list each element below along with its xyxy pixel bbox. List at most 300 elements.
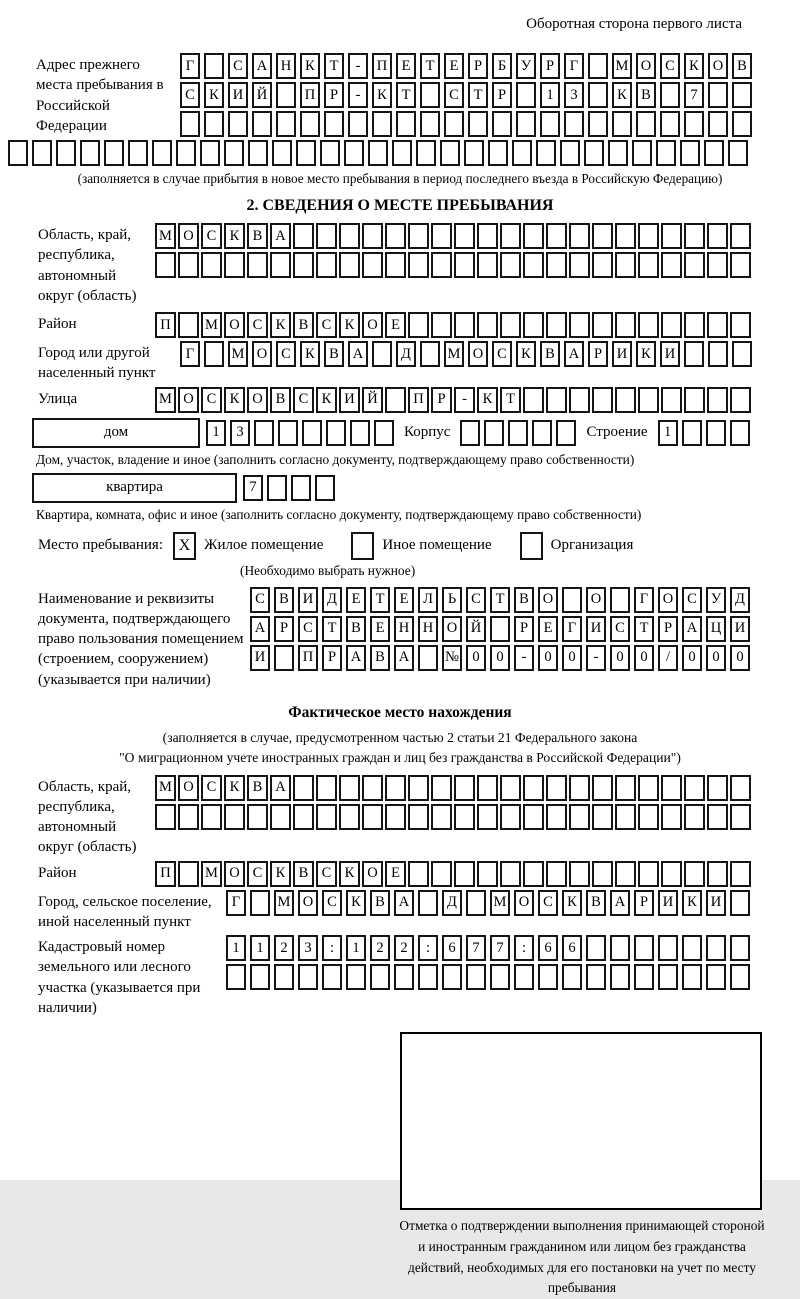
char-cell[interactable]: 6 bbox=[442, 935, 462, 961]
char-cell[interactable] bbox=[270, 804, 291, 830]
char-cell[interactable] bbox=[204, 53, 224, 79]
char-cell[interactable] bbox=[408, 804, 429, 830]
char-cell[interactable] bbox=[562, 587, 582, 613]
char-cell[interactable] bbox=[634, 964, 654, 990]
char-cell[interactable] bbox=[362, 804, 383, 830]
char-cell[interactable] bbox=[569, 252, 590, 278]
checkbox-organization[interactable] bbox=[520, 532, 543, 560]
char-cell[interactable] bbox=[276, 82, 296, 108]
char-cell[interactable] bbox=[248, 140, 268, 166]
char-cell[interactable]: Т bbox=[490, 587, 510, 613]
char-cell[interactable] bbox=[516, 82, 536, 108]
char-cell[interactable] bbox=[315, 475, 335, 501]
char-cell[interactable] bbox=[350, 420, 370, 446]
char-cell[interactable]: С bbox=[298, 616, 318, 642]
checkbox-residential[interactable]: X bbox=[173, 532, 196, 560]
char-cell[interactable]: В bbox=[514, 587, 534, 613]
char-cell[interactable]: К bbox=[339, 861, 360, 887]
char-cell[interactable] bbox=[684, 861, 705, 887]
char-cell[interactable] bbox=[200, 140, 220, 166]
char-cell[interactable]: Г bbox=[634, 587, 654, 613]
char-cell[interactable]: О bbox=[224, 861, 245, 887]
char-cell[interactable]: Т bbox=[322, 616, 342, 642]
char-cell[interactable]: Д bbox=[442, 890, 462, 916]
char-cell[interactable]: М bbox=[444, 341, 464, 367]
char-cell[interactable]: 2 bbox=[370, 935, 390, 961]
char-cell[interactable] bbox=[368, 140, 388, 166]
char-cell[interactable]: К bbox=[300, 341, 320, 367]
char-cell[interactable]: Р bbox=[588, 341, 608, 367]
char-cell[interactable] bbox=[372, 341, 392, 367]
char-cell[interactable]: 1 bbox=[250, 935, 270, 961]
char-cell[interactable] bbox=[316, 804, 337, 830]
char-cell[interactable] bbox=[584, 140, 604, 166]
char-cell[interactable] bbox=[656, 140, 676, 166]
char-cell[interactable]: А bbox=[250, 616, 270, 642]
char-cell[interactable]: Р bbox=[514, 616, 534, 642]
char-cell[interactable] bbox=[274, 645, 294, 671]
char-cell[interactable]: Н bbox=[276, 53, 296, 79]
char-cell[interactable]: К bbox=[204, 82, 224, 108]
char-cell[interactable]: 6 bbox=[538, 935, 558, 961]
char-cell[interactable] bbox=[556, 420, 576, 446]
char-cell[interactable] bbox=[385, 223, 406, 249]
char-cell[interactable] bbox=[276, 111, 296, 137]
char-cell[interactable]: С bbox=[201, 223, 222, 249]
char-cell[interactable] bbox=[730, 223, 751, 249]
char-cell[interactable]: Н bbox=[394, 616, 414, 642]
char-cell[interactable]: 7 bbox=[490, 935, 510, 961]
char-cell[interactable]: С bbox=[201, 775, 222, 801]
char-cell[interactable] bbox=[523, 861, 544, 887]
char-cell[interactable] bbox=[661, 775, 682, 801]
char-cell[interactable] bbox=[592, 387, 613, 413]
char-cell[interactable] bbox=[178, 861, 199, 887]
char-cell[interactable]: 3 bbox=[564, 82, 584, 108]
char-cell[interactable]: И bbox=[228, 82, 248, 108]
char-cell[interactable] bbox=[707, 252, 728, 278]
char-cell[interactable]: В bbox=[270, 387, 291, 413]
char-cell[interactable] bbox=[226, 964, 246, 990]
char-cell[interactable]: С bbox=[228, 53, 248, 79]
char-cell[interactable] bbox=[468, 111, 488, 137]
char-cell[interactable] bbox=[394, 964, 414, 990]
char-cell[interactable]: О bbox=[538, 587, 558, 613]
char-cell[interactable] bbox=[180, 111, 200, 137]
char-cell[interactable]: О bbox=[362, 861, 383, 887]
char-cell[interactable]: Й bbox=[252, 82, 272, 108]
char-cell[interactable]: : bbox=[514, 935, 534, 961]
char-cell[interactable] bbox=[514, 964, 534, 990]
char-cell[interactable]: Р bbox=[431, 387, 452, 413]
char-cell[interactable]: А bbox=[682, 616, 702, 642]
char-cell[interactable]: 2 bbox=[394, 935, 414, 961]
char-cell[interactable] bbox=[538, 964, 558, 990]
char-cell[interactable]: К bbox=[562, 890, 582, 916]
char-cell[interactable] bbox=[8, 140, 28, 166]
char-cell[interactable] bbox=[431, 252, 452, 278]
char-cell[interactable] bbox=[658, 935, 678, 961]
char-cell[interactable] bbox=[586, 935, 606, 961]
char-cell[interactable] bbox=[362, 775, 383, 801]
char-cell[interactable]: Т bbox=[324, 53, 344, 79]
char-cell[interactable] bbox=[274, 964, 294, 990]
char-cell[interactable] bbox=[730, 861, 751, 887]
char-cell[interactable] bbox=[339, 804, 360, 830]
char-cell[interactable] bbox=[492, 111, 512, 137]
char-cell[interactable] bbox=[610, 935, 630, 961]
char-cell[interactable] bbox=[270, 252, 291, 278]
char-cell[interactable] bbox=[615, 312, 636, 338]
char-cell[interactable]: К bbox=[612, 82, 632, 108]
char-cell[interactable] bbox=[500, 861, 521, 887]
char-cell[interactable] bbox=[272, 140, 292, 166]
char-cell[interactable] bbox=[516, 111, 536, 137]
char-cell[interactable] bbox=[250, 964, 270, 990]
char-cell[interactable] bbox=[615, 252, 636, 278]
char-cell[interactable]: Т bbox=[420, 53, 440, 79]
char-cell[interactable] bbox=[536, 140, 556, 166]
char-cell[interactable]: 0 bbox=[634, 645, 654, 671]
char-cell[interactable] bbox=[634, 935, 654, 961]
char-cell[interactable]: С bbox=[247, 861, 268, 887]
char-cell[interactable]: С bbox=[466, 587, 486, 613]
char-cell[interactable] bbox=[708, 82, 728, 108]
char-cell[interactable]: У bbox=[516, 53, 536, 79]
char-cell[interactable] bbox=[638, 252, 659, 278]
char-cell[interactable]: 7 bbox=[684, 82, 704, 108]
char-cell[interactable]: К bbox=[224, 387, 245, 413]
char-cell[interactable] bbox=[326, 420, 346, 446]
char-cell[interactable]: К bbox=[300, 53, 320, 79]
char-cell[interactable]: С bbox=[660, 53, 680, 79]
char-cell[interactable] bbox=[320, 140, 340, 166]
char-cell[interactable] bbox=[523, 223, 544, 249]
char-cell[interactable] bbox=[569, 861, 590, 887]
char-cell[interactable]: В bbox=[636, 82, 656, 108]
char-cell[interactable] bbox=[523, 252, 544, 278]
char-cell[interactable] bbox=[431, 312, 452, 338]
char-cell[interactable]: 0 bbox=[538, 645, 558, 671]
char-cell[interactable]: Ц bbox=[706, 616, 726, 642]
char-cell[interactable] bbox=[370, 964, 390, 990]
char-cell[interactable]: Е bbox=[444, 53, 464, 79]
char-cell[interactable] bbox=[204, 341, 224, 367]
char-cell[interactable] bbox=[224, 140, 244, 166]
char-cell[interactable]: С bbox=[322, 890, 342, 916]
char-cell[interactable] bbox=[588, 82, 608, 108]
char-cell[interactable] bbox=[615, 387, 636, 413]
char-cell[interactable]: О bbox=[708, 53, 728, 79]
char-cell[interactable]: М bbox=[201, 312, 222, 338]
char-cell[interactable]: 1 bbox=[540, 82, 560, 108]
char-cell[interactable]: 0 bbox=[610, 645, 630, 671]
char-cell[interactable]: Р bbox=[658, 616, 678, 642]
char-cell[interactable]: № bbox=[442, 645, 462, 671]
char-cell[interactable] bbox=[431, 775, 452, 801]
char-cell[interactable] bbox=[546, 804, 567, 830]
char-cell[interactable] bbox=[569, 775, 590, 801]
char-cell[interactable]: В bbox=[540, 341, 560, 367]
char-cell[interactable] bbox=[267, 475, 287, 501]
char-cell[interactable] bbox=[638, 775, 659, 801]
char-cell[interactable] bbox=[661, 804, 682, 830]
char-cell[interactable] bbox=[500, 312, 521, 338]
char-cell[interactable] bbox=[660, 111, 680, 137]
char-cell[interactable] bbox=[730, 775, 751, 801]
char-cell[interactable] bbox=[324, 111, 344, 137]
char-cell[interactable]: В bbox=[732, 53, 752, 79]
char-cell[interactable] bbox=[706, 935, 726, 961]
char-cell[interactable]: С bbox=[201, 387, 222, 413]
char-cell[interactable] bbox=[660, 82, 680, 108]
char-cell[interactable] bbox=[661, 252, 682, 278]
char-cell[interactable] bbox=[638, 223, 659, 249]
char-cell[interactable]: - bbox=[586, 645, 606, 671]
char-cell[interactable] bbox=[615, 775, 636, 801]
char-cell[interactable]: Г bbox=[226, 890, 246, 916]
char-cell[interactable] bbox=[32, 140, 52, 166]
char-cell[interactable] bbox=[615, 861, 636, 887]
char-cell[interactable]: О bbox=[178, 775, 199, 801]
char-cell[interactable] bbox=[540, 111, 560, 137]
char-cell[interactable] bbox=[431, 804, 452, 830]
char-cell[interactable] bbox=[374, 420, 394, 446]
char-cell[interactable] bbox=[488, 140, 508, 166]
char-cell[interactable] bbox=[302, 420, 322, 446]
char-cell[interactable] bbox=[730, 420, 750, 446]
char-cell[interactable]: К bbox=[270, 861, 291, 887]
char-cell[interactable] bbox=[418, 645, 438, 671]
char-cell[interactable] bbox=[523, 312, 544, 338]
char-cell[interactable] bbox=[638, 804, 659, 830]
char-cell[interactable]: К bbox=[316, 387, 337, 413]
char-cell[interactable] bbox=[684, 111, 704, 137]
char-cell[interactable] bbox=[418, 890, 438, 916]
char-cell[interactable]: С bbox=[492, 341, 512, 367]
char-cell[interactable] bbox=[420, 341, 440, 367]
char-cell[interactable]: М bbox=[612, 53, 632, 79]
char-cell[interactable] bbox=[224, 252, 245, 278]
char-cell[interactable]: Р bbox=[540, 53, 560, 79]
char-cell[interactable]: Г bbox=[562, 616, 582, 642]
char-cell[interactable]: К bbox=[477, 387, 498, 413]
char-cell[interactable]: М bbox=[201, 861, 222, 887]
char-cell[interactable] bbox=[615, 804, 636, 830]
char-cell[interactable] bbox=[684, 252, 705, 278]
char-cell[interactable]: В bbox=[324, 341, 344, 367]
char-cell[interactable]: И bbox=[730, 616, 750, 642]
char-cell[interactable]: К bbox=[372, 82, 392, 108]
char-cell[interactable]: П bbox=[155, 861, 176, 887]
char-cell[interactable] bbox=[684, 312, 705, 338]
char-cell[interactable] bbox=[247, 252, 268, 278]
char-cell[interactable] bbox=[444, 111, 464, 137]
char-cell[interactable] bbox=[523, 775, 544, 801]
char-cell[interactable] bbox=[523, 387, 544, 413]
char-cell[interactable]: 0 bbox=[466, 645, 486, 671]
char-cell[interactable]: Д bbox=[396, 341, 416, 367]
char-cell[interactable]: В bbox=[247, 223, 268, 249]
char-cell[interactable] bbox=[546, 861, 567, 887]
char-cell[interactable] bbox=[80, 140, 100, 166]
char-cell[interactable] bbox=[706, 420, 726, 446]
char-cell[interactable] bbox=[178, 804, 199, 830]
char-cell[interactable] bbox=[707, 775, 728, 801]
char-cell[interactable] bbox=[610, 964, 630, 990]
char-cell[interactable]: Г bbox=[180, 341, 200, 367]
char-cell[interactable]: Р bbox=[274, 616, 294, 642]
char-cell[interactable]: О bbox=[178, 387, 199, 413]
char-cell[interactable]: О bbox=[514, 890, 534, 916]
char-cell[interactable] bbox=[658, 964, 678, 990]
char-cell[interactable] bbox=[396, 111, 416, 137]
char-cell[interactable]: А bbox=[346, 645, 366, 671]
char-cell[interactable] bbox=[128, 140, 148, 166]
char-cell[interactable] bbox=[610, 587, 630, 613]
char-cell[interactable] bbox=[293, 252, 314, 278]
char-cell[interactable]: Й bbox=[362, 387, 383, 413]
char-cell[interactable]: 0 bbox=[490, 645, 510, 671]
char-cell[interactable] bbox=[408, 861, 429, 887]
char-cell[interactable] bbox=[638, 312, 659, 338]
char-cell[interactable] bbox=[348, 111, 368, 137]
char-cell[interactable] bbox=[592, 804, 613, 830]
char-cell[interactable] bbox=[508, 420, 528, 446]
char-cell[interactable] bbox=[588, 111, 608, 137]
char-cell[interactable]: К bbox=[270, 312, 291, 338]
char-cell[interactable]: : bbox=[322, 935, 342, 961]
char-cell[interactable]: Р bbox=[324, 82, 344, 108]
char-cell[interactable] bbox=[296, 140, 316, 166]
char-cell[interactable]: Р bbox=[468, 53, 488, 79]
char-cell[interactable] bbox=[546, 223, 567, 249]
char-cell[interactable]: Т bbox=[396, 82, 416, 108]
char-cell[interactable] bbox=[730, 935, 750, 961]
char-cell[interactable] bbox=[477, 804, 498, 830]
char-cell[interactable]: 7 bbox=[243, 475, 263, 501]
char-cell[interactable]: К bbox=[224, 775, 245, 801]
char-cell[interactable] bbox=[293, 804, 314, 830]
char-cell[interactable] bbox=[730, 252, 751, 278]
char-cell[interactable] bbox=[708, 111, 728, 137]
char-cell[interactable]: О bbox=[636, 53, 656, 79]
char-cell[interactable]: Г bbox=[564, 53, 584, 79]
char-cell[interactable]: Г bbox=[180, 53, 200, 79]
char-cell[interactable] bbox=[707, 223, 728, 249]
char-cell[interactable] bbox=[339, 775, 360, 801]
char-cell[interactable]: / bbox=[658, 645, 678, 671]
char-cell[interactable] bbox=[155, 804, 176, 830]
char-cell[interactable] bbox=[592, 312, 613, 338]
char-cell[interactable] bbox=[254, 420, 274, 446]
char-cell[interactable]: 0 bbox=[730, 645, 750, 671]
char-cell[interactable] bbox=[632, 140, 652, 166]
char-cell[interactable] bbox=[490, 616, 510, 642]
char-cell[interactable] bbox=[562, 964, 582, 990]
char-cell[interactable]: Т bbox=[468, 82, 488, 108]
char-cell[interactable] bbox=[291, 475, 311, 501]
char-cell[interactable] bbox=[372, 111, 392, 137]
char-cell[interactable] bbox=[592, 252, 613, 278]
char-cell[interactable] bbox=[316, 223, 337, 249]
char-cell[interactable] bbox=[612, 111, 632, 137]
char-cell[interactable]: 1 bbox=[226, 935, 246, 961]
char-cell[interactable] bbox=[454, 804, 475, 830]
char-cell[interactable] bbox=[490, 964, 510, 990]
char-cell[interactable]: А bbox=[394, 890, 414, 916]
char-cell[interactable]: И bbox=[586, 616, 606, 642]
char-cell[interactable]: А bbox=[610, 890, 630, 916]
char-cell[interactable]: Н bbox=[418, 616, 438, 642]
char-cell[interactable] bbox=[408, 775, 429, 801]
char-cell[interactable]: В bbox=[293, 861, 314, 887]
char-cell[interactable]: 1 bbox=[206, 420, 226, 446]
char-cell[interactable] bbox=[278, 420, 298, 446]
char-cell[interactable]: М bbox=[274, 890, 294, 916]
char-cell[interactable] bbox=[298, 964, 318, 990]
char-cell[interactable] bbox=[201, 804, 222, 830]
char-cell[interactable]: 1 bbox=[658, 420, 678, 446]
char-cell[interactable]: А bbox=[348, 341, 368, 367]
char-cell[interactable] bbox=[152, 140, 172, 166]
char-cell[interactable] bbox=[564, 111, 584, 137]
char-cell[interactable] bbox=[201, 252, 222, 278]
char-cell[interactable] bbox=[680, 140, 700, 166]
char-cell[interactable] bbox=[316, 252, 337, 278]
char-cell[interactable] bbox=[408, 223, 429, 249]
char-cell[interactable] bbox=[546, 387, 567, 413]
char-cell[interactable]: М bbox=[228, 341, 248, 367]
char-cell[interactable] bbox=[385, 804, 406, 830]
char-cell[interactable] bbox=[204, 111, 224, 137]
char-cell[interactable] bbox=[512, 140, 532, 166]
char-cell[interactable]: А bbox=[270, 223, 291, 249]
char-cell[interactable]: М bbox=[155, 387, 176, 413]
char-cell[interactable]: 3 bbox=[230, 420, 250, 446]
char-cell[interactable] bbox=[344, 140, 364, 166]
char-cell[interactable]: Д bbox=[322, 587, 342, 613]
char-cell[interactable] bbox=[732, 341, 752, 367]
char-cell[interactable]: С bbox=[180, 82, 200, 108]
char-cell[interactable]: Д bbox=[730, 587, 750, 613]
char-cell[interactable]: 6 bbox=[562, 935, 582, 961]
char-cell[interactable]: В bbox=[346, 616, 366, 642]
char-cell[interactable]: И bbox=[339, 387, 360, 413]
char-cell[interactable]: Б bbox=[492, 53, 512, 79]
char-cell[interactable] bbox=[176, 140, 196, 166]
char-cell[interactable] bbox=[464, 140, 484, 166]
char-cell[interactable]: О bbox=[658, 587, 678, 613]
char-cell[interactable]: С bbox=[610, 616, 630, 642]
char-cell[interactable]: В bbox=[274, 587, 294, 613]
char-cell[interactable]: И bbox=[298, 587, 318, 613]
char-cell[interactable]: А bbox=[564, 341, 584, 367]
char-cell[interactable]: : bbox=[418, 935, 438, 961]
char-cell[interactable] bbox=[569, 312, 590, 338]
char-cell[interactable] bbox=[730, 804, 751, 830]
char-cell[interactable]: - bbox=[454, 387, 475, 413]
char-cell[interactable]: И bbox=[612, 341, 632, 367]
char-cell[interactable] bbox=[707, 804, 728, 830]
char-cell[interactable]: 0 bbox=[706, 645, 726, 671]
char-cell[interactable]: О bbox=[362, 312, 383, 338]
char-cell[interactable] bbox=[477, 861, 498, 887]
char-cell[interactable]: Р bbox=[492, 82, 512, 108]
char-cell[interactable] bbox=[707, 387, 728, 413]
char-cell[interactable]: К bbox=[684, 53, 704, 79]
char-cell[interactable] bbox=[500, 252, 521, 278]
